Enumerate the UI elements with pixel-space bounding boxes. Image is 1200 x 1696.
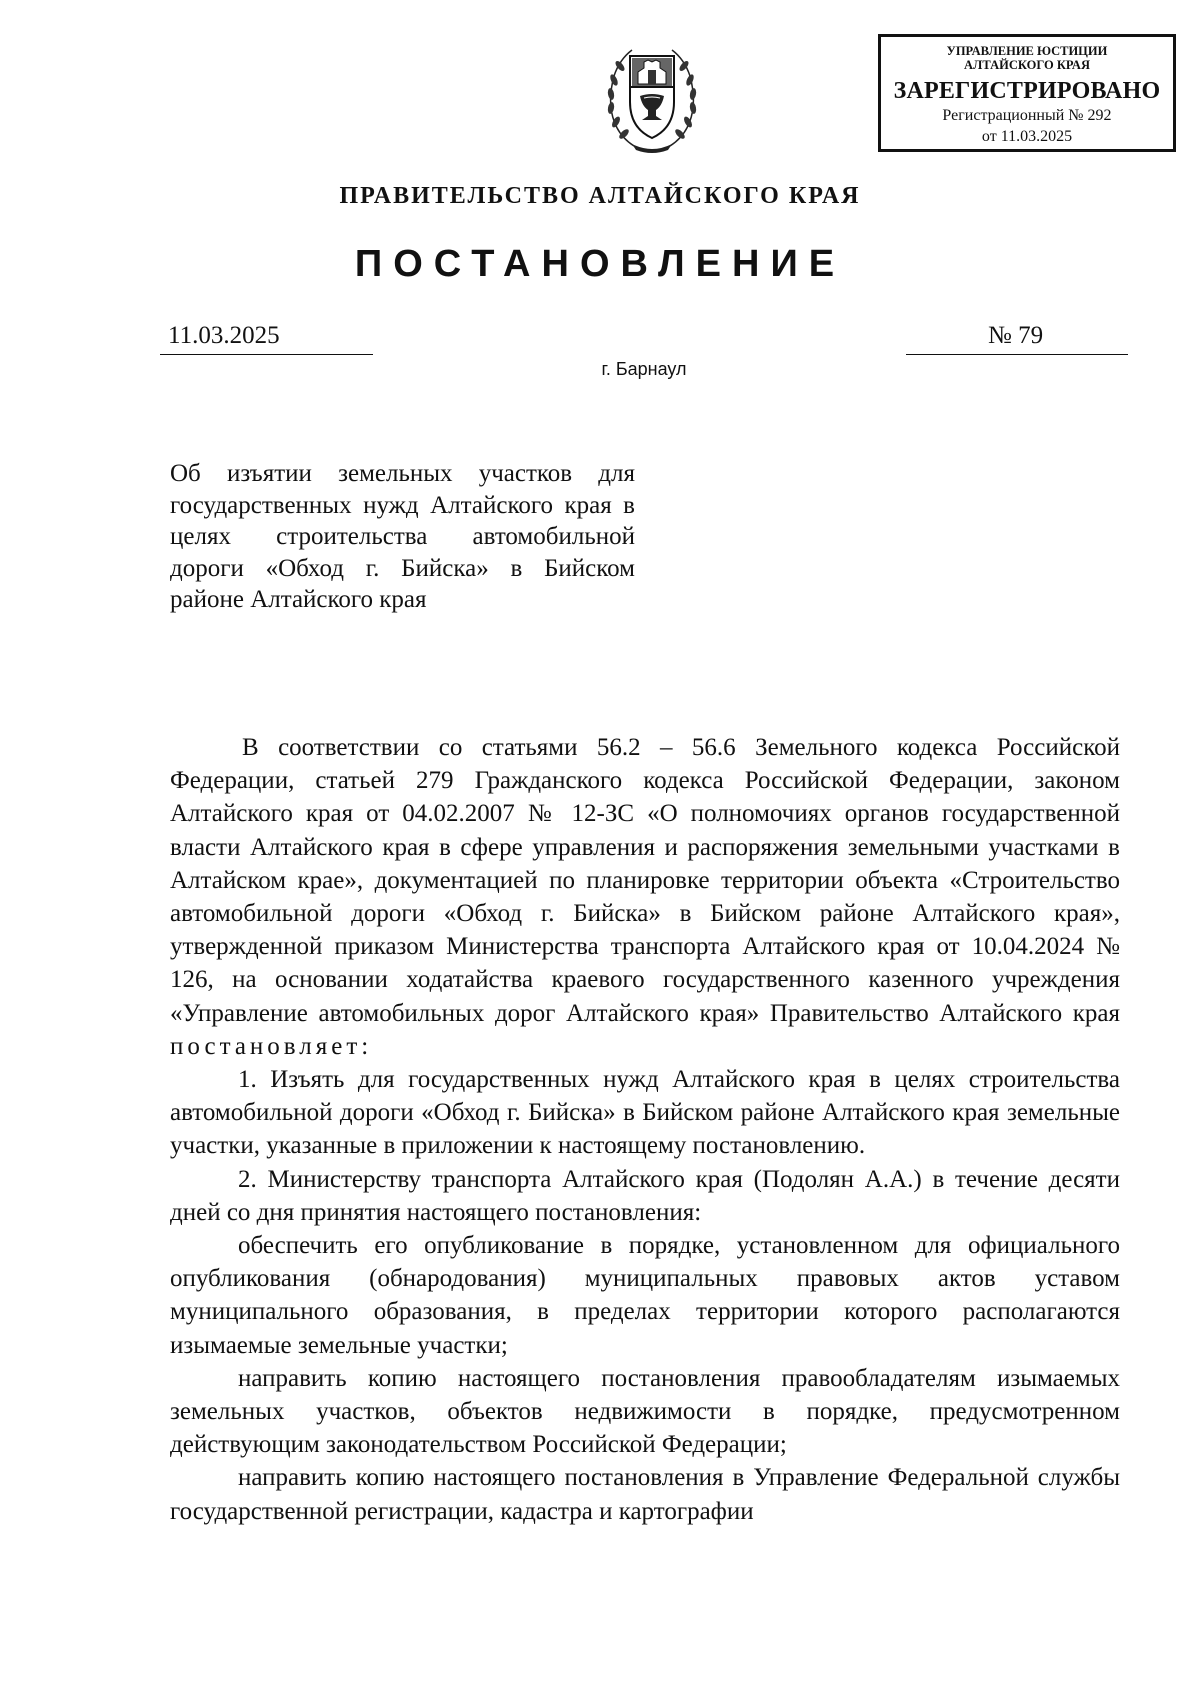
stamp-date: от 11.03.2025 bbox=[981, 128, 1073, 145]
registration-stamp bbox=[878, 34, 1176, 152]
paragraph-send-rosreestr: направить копию настоящего постановления в Управление Федеральной службы государственной регистрации, кадастра и картографии bbox=[170, 1464, 1120, 1525]
stamp-org-line1: УПРАВЛЕНИЕ ЮСТИЦИИ bbox=[946, 44, 1108, 58]
document-body bbox=[170, 731, 1120, 1528]
paragraph-item-1: 1. Изъять для государственных нужд Алтайского края в целях строительства автомобильной дороги «Обход г. Бийска» в Бийском районе Алтайского края земельные участки, указанные в приложении к настоящему постановлению. bbox=[170, 1066, 1120, 1160]
city: г. Барнаул bbox=[601, 359, 687, 379]
stamp-status: ЗАРЕГИСТРИРОВАНО bbox=[893, 78, 1161, 104]
stamp-registration-number: Регистрационный № 292 bbox=[942, 107, 1112, 124]
paragraph-preamble bbox=[170, 731, 1120, 1063]
paragraph-send-owners: направить копию настоящего постановления правообладателям изымаемых земельных участков, объектов недвижимости в порядке, предусмотренном действующим законодательством Российской Федерации; bbox=[170, 1364, 1120, 1459]
document-type: ПОСТАНОВЛЕНИЕ bbox=[354, 243, 846, 285]
stamp-organization bbox=[881, 45, 1173, 71]
document-date: 11.03.2025 bbox=[168, 322, 280, 349]
government-name: ПРАВИТЕЛЬСТВО АЛТАЙСКОГО КРАЯ bbox=[339, 183, 861, 209]
decree-word: постановляет: bbox=[170, 1032, 373, 1060]
altai-krai-coat-of-arms-icon bbox=[604, 40, 700, 156]
preamble-text: В соответствии со статьями 56.2 – 56.6 Земельного кодекса Российской Федерации, статьей 279 Гражданского кодекса Российской Федерации, законом Алтайского края от 04.02.2007 № 12-ЗС «О полномочиях органов государственной власти Алтайского края в сфере управления и распоряжения земельными участками в Алтайском крае», документацией по планировке территории объекта «Строительство автомобильной дороги «Обход г. Бийска» в Бийском районе Алтайского края», утвержденной приказом Министерства транспорта Алтайского края от 10.04.2024 № 126, на основании ходатайства краевого государственного казенного учреждения «Управление автомобильных дорог Алтайского края» Правительство Алтайского края bbox=[170, 734, 1120, 1027]
document-title: Об изъятии земельных участков для государственных нужд Алтайского края в целях строительства автомобильной дороги «Обход г. Бийска» в Бийском районе Алтайского края bbox=[170, 460, 635, 613]
date-underline bbox=[160, 354, 373, 355]
paragraph-publish: обеспечить его опубликование в порядке, установленном для официального опубликования (обнародования) муниципальных правовых актов уставом муниципального образования, в пределах территории которого располагаются изымаемые земельные участки; bbox=[170, 1232, 1120, 1359]
document-number: № 79 bbox=[988, 322, 1044, 349]
stamp-org-line2: АЛТАЙСКОГО КРАЯ bbox=[964, 57, 1090, 72]
number-underline bbox=[906, 354, 1128, 355]
paragraph-item-2: 2. Министерству транспорта Алтайского края (Подолян А.А.) в течение десяти дней со дня принятия настоящего постановления: bbox=[170, 1165, 1120, 1226]
